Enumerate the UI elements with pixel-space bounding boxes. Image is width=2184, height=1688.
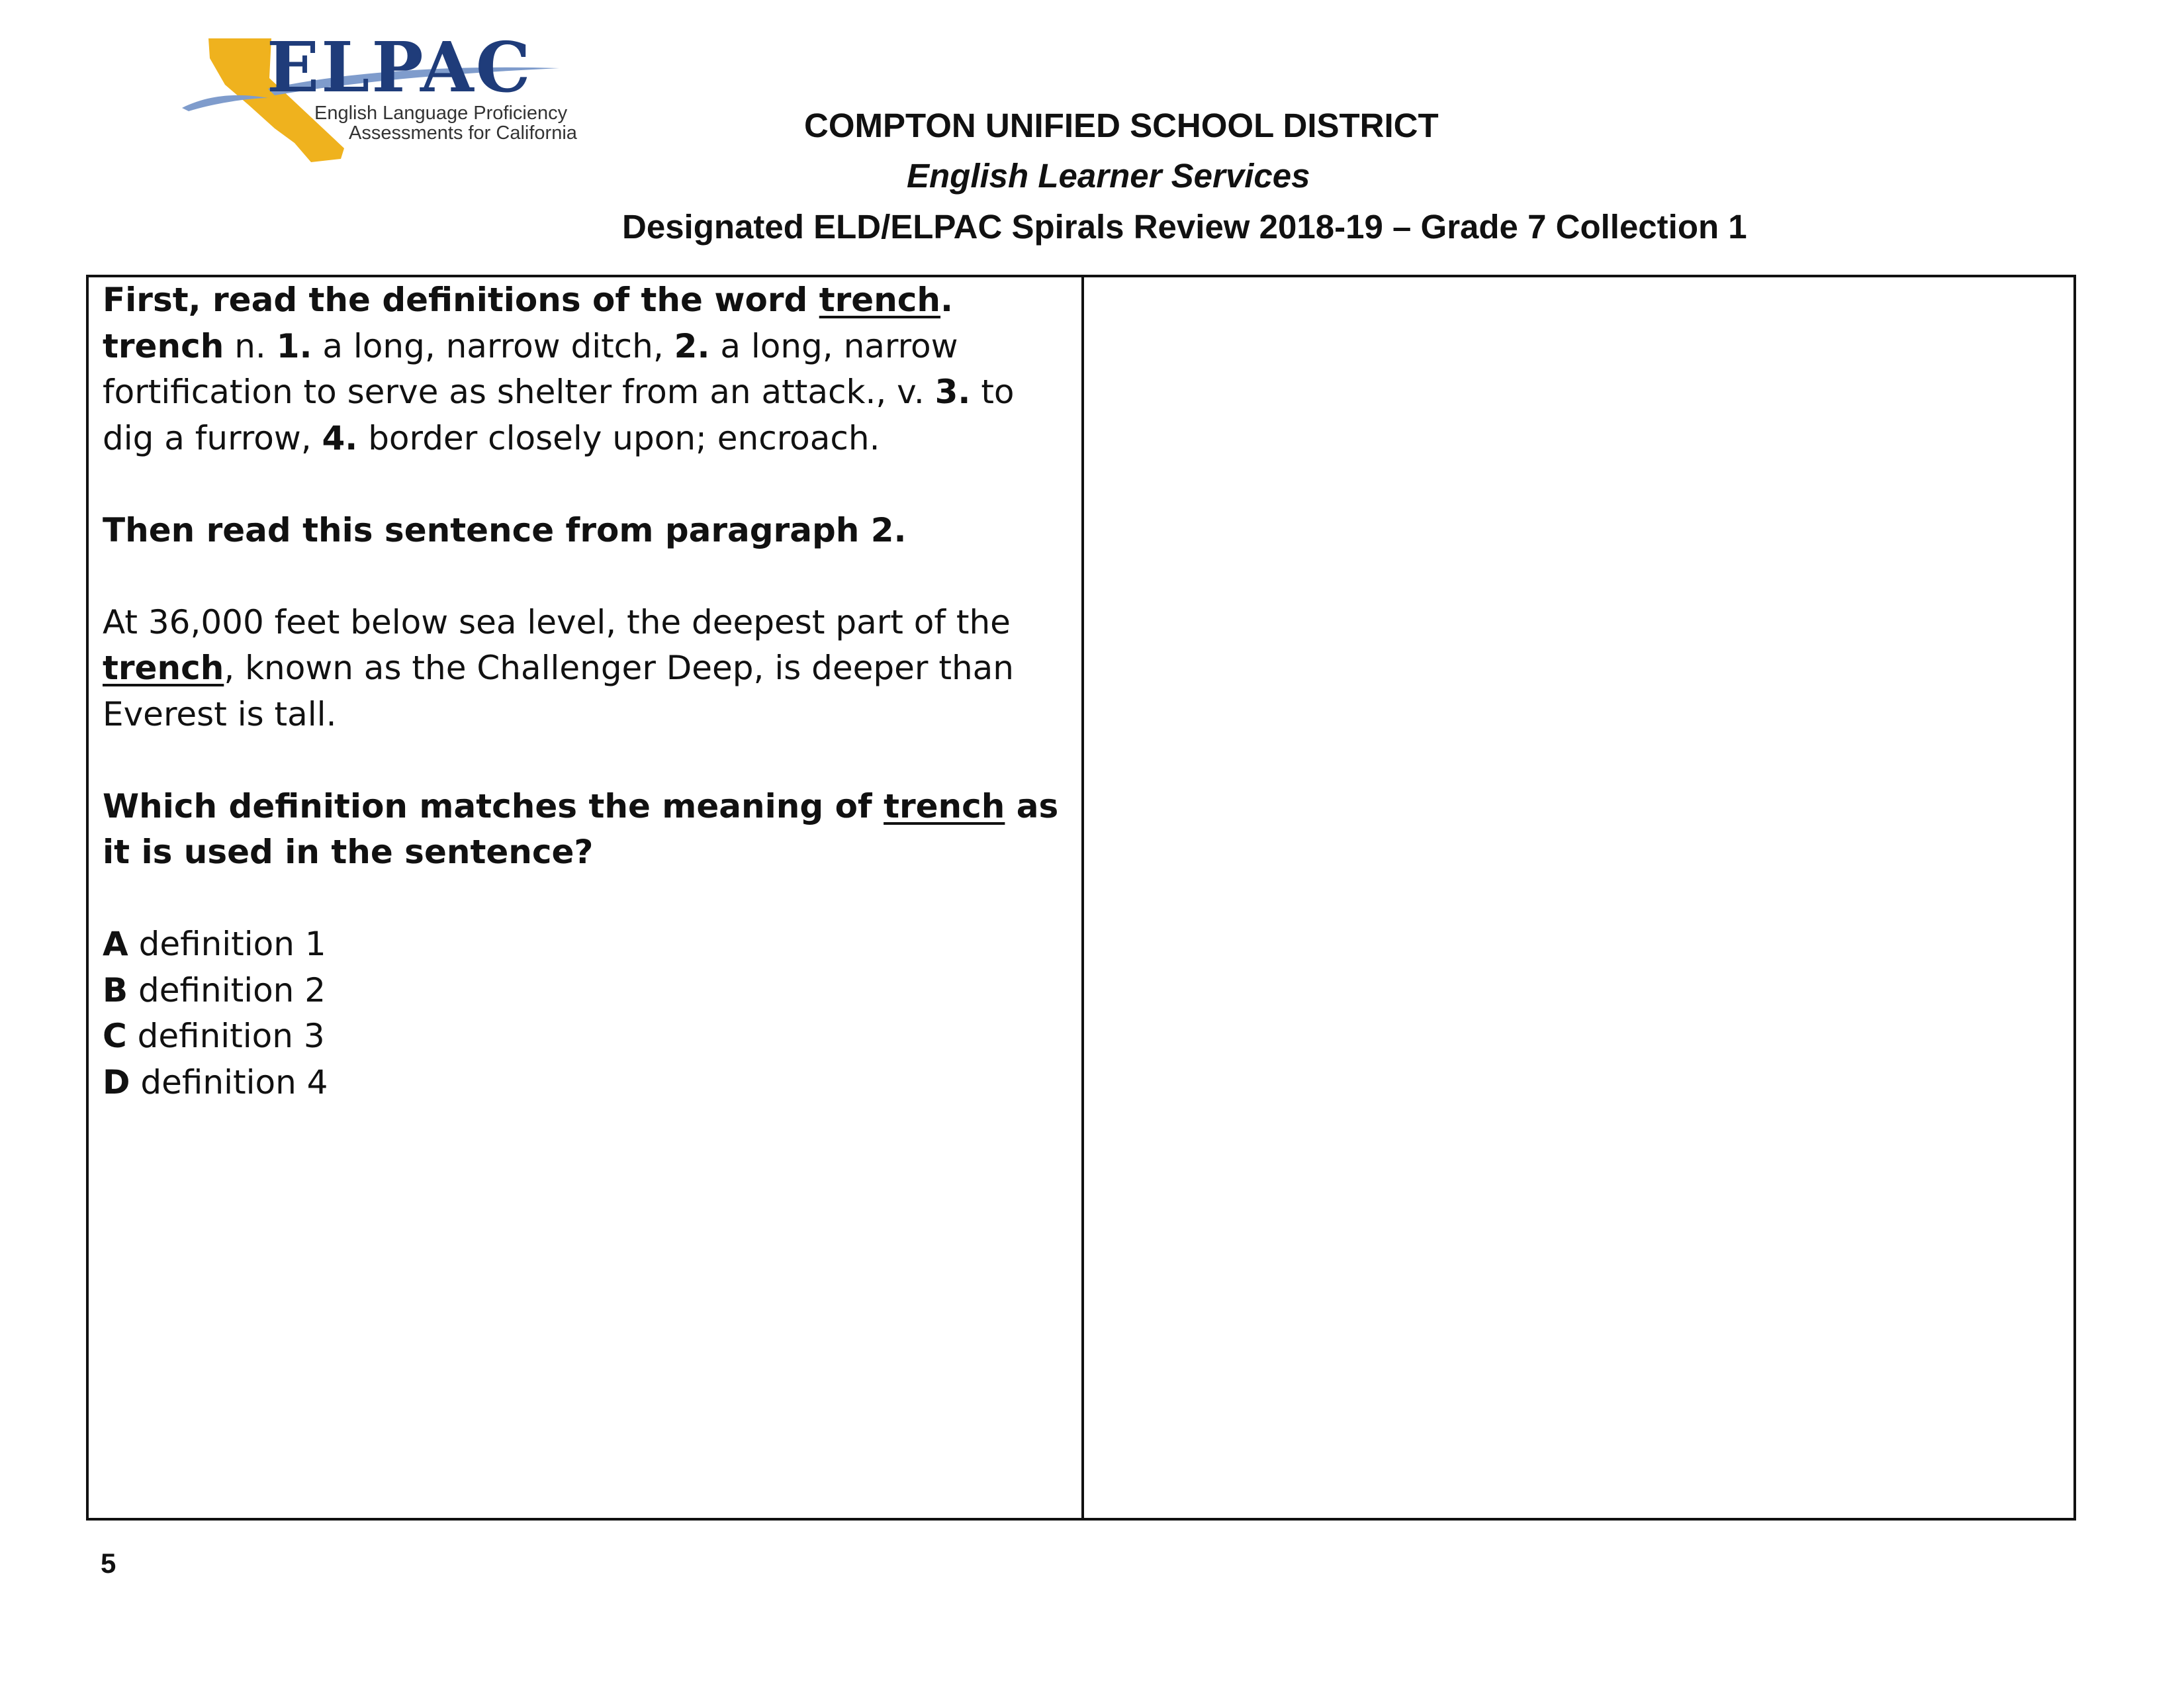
department-name: English Learner Services: [907, 157, 1310, 195]
excerpt-sentence: At 36,000 feet below sea level, the deepest part of the trench, known as the Challenger Deep, is deeper than Everest is tall.: [103, 602, 1014, 733]
answer-option-a: A definition 1: [103, 925, 326, 963]
question-table: [86, 275, 2076, 1521]
document-title: Designated ELD/ELPAC Spirals Review 2018-19 – Grade 7 Collection 1: [622, 208, 1747, 246]
answer-option-c: C definition 3: [103, 1017, 325, 1055]
question-prompt: Which definition matches the meaning of trench as it is used in the sentence?: [103, 786, 1059, 871]
definitions-entry: trench n. 1. a long, narrow ditch, 2. a long, narrow fortification to serve as shelter from an attack., v. 3. to dig a furrow, 4. border closely upon; encroach.: [103, 326, 1015, 457]
answer-notes-cell: [1084, 277, 2073, 1518]
sentence-target-word: trench: [103, 649, 224, 687]
district-name: COMPTON UNIFIED SCHOOL DISTRICT: [804, 107, 1439, 144]
elpac-logo: [175, 26, 599, 164]
instruction-read-definitions: First, read the definitions of the word trench.: [103, 281, 954, 319]
logo-subtitle: [314, 103, 577, 143]
page-number: 5: [101, 1548, 116, 1579]
question-cell: [89, 277, 1084, 1518]
logo-subtitle-line2: Assessments for California: [349, 122, 577, 144]
target-word: trench: [819, 281, 941, 319]
logo-title: ELPAC: [267, 26, 533, 108]
answer-option-b: B definition 2: [103, 970, 326, 1009]
answer-option-d: D definition 4: [103, 1062, 328, 1102]
instruction-read-sentence: Then read this sentence from paragraph 2.: [103, 510, 907, 549]
logo-subtitle-line1: English Language Proficiency: [314, 103, 568, 124]
